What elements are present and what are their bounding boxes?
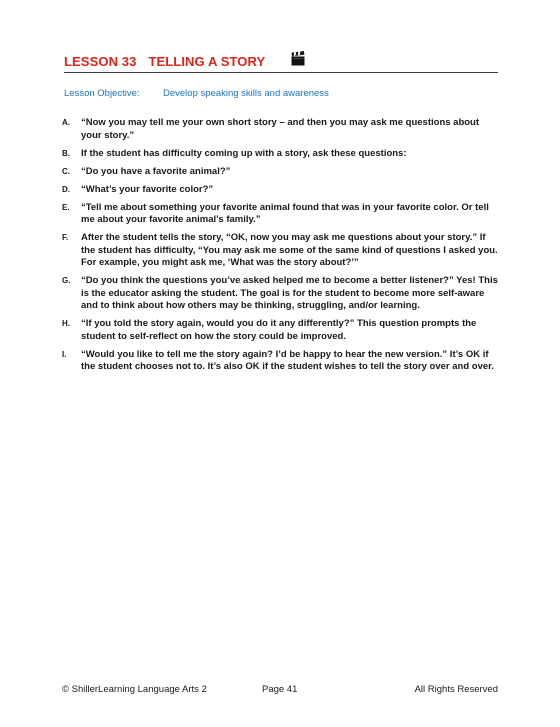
list-item-text: “Now you may tell me your own short story – and then you may ask me questions about your story.” [81,117,480,141]
list-item-text: “What’s your favorite color?” [81,183,214,195]
lesson-header [64,46,498,70]
objective-label: Lesson Objective: [64,88,140,99]
lesson-number: LESSON 33 [64,54,137,69]
lesson-steps-list [62,117,502,379]
list-item [62,318,502,343]
list-item-marker: G. [62,276,71,285]
list-item-marker: F. [62,233,69,242]
list-item-marker: E. [62,202,70,212]
list-item-marker: A. [62,118,70,127]
objective-text: Develop speaking skills and awareness [163,88,329,99]
list-item-text: If the student has difficulty coming up with a story, ask these questions: [81,147,407,159]
list-item [62,202,502,227]
footer-rights: All Rights Reserved [414,684,498,695]
list-item [62,148,502,161]
footer-copyright: © ShillerLearning Language Arts 2 [62,684,207,695]
list-item [62,349,502,374]
list-item-text: “Would you like to tell me the story again? I’d be happy to hear the new version.” It’s OK if the student chooses not to. It’s also OK if the student wishes to tell the story over and over. [81,348,494,372]
clapperboard-icon [291,51,305,66]
list-item-text: After the student tells the story, “OK, now you may ask me questions about your story.” If the student has difficulty, “You may ask me some of the same kind of questions I asked you. For example, you might ask me, ‘What was the story about?’” [81,232,498,268]
list-item-marker: D. [62,184,70,194]
list-item-marker: B. [62,148,70,158]
header-divider [64,72,498,73]
list-item-text: “If you told the story again, would you do it any differently?” This question prompts the student to self-reflect on how the story could be improved. [81,318,477,342]
list-item-text: “Do you have a favorite animal?” [81,165,231,177]
list-item-text: “Do you think the questions you’ve asked helped me to become a better listener?” Yes! This is the educator asking the student. The goal is for the student to become more self-aware and to think about how others may be thinking, struggling, and/or learning. [81,275,498,311]
footer-page-number: Page 41 [262,684,298,695]
list-item [62,232,502,270]
list-item-marker: H. [62,319,70,328]
list-item-text: “Tell me about something your favorite animal found that was in your favorite color. Or tell me about your favorite animal’s family.” [81,201,489,225]
list-item [62,117,502,142]
list-item-marker: I. [62,349,67,359]
list-item [62,275,502,313]
lesson-objective [64,88,329,100]
list-item [62,166,502,179]
list-item-marker: C. [62,166,70,176]
lesson-title: TELLING A STORY [148,54,266,69]
list-item [62,184,502,197]
